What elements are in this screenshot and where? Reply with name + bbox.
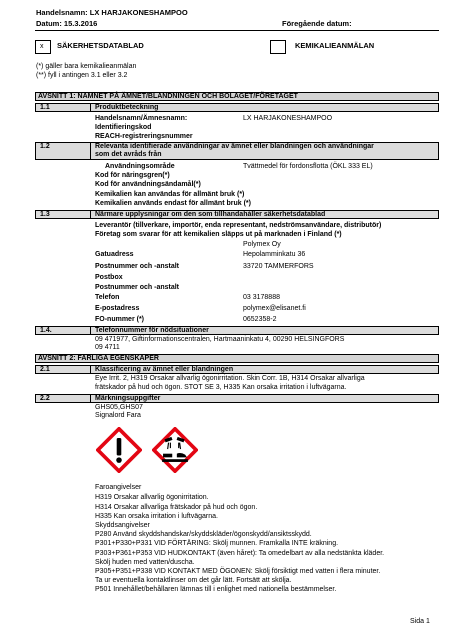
precautionary-statements-heading: Skyddsangivelser bbox=[95, 522, 150, 529]
document-date: Datum: 15.3.2016 bbox=[36, 19, 98, 28]
note-line-2: (**) fyll i antingen 3.1 eller 3.2 bbox=[36, 72, 128, 79]
section-2-title: AVSNITT 2: FARLIGA EGENSKAPER bbox=[38, 355, 159, 362]
subsection-1-4-number: 1.4. bbox=[40, 327, 52, 334]
subsection-divider bbox=[90, 326, 91, 335]
subsection-1-2-title-line-2: som det avråds från bbox=[95, 151, 162, 158]
emergency-phone-line-1: 09 471977, Giftinformationscentralen, Hartmaaninkatu 4, 00290 HELSINGFORS bbox=[95, 336, 345, 343]
subsection-2-2-number: 2.2 bbox=[40, 395, 50, 402]
business-id-value: 0652358-2 bbox=[243, 316, 277, 323]
section-1-title: AVSNITT 1: NAMNET PÅ ÄMNET/BLANDNINGEN OCH BOLAGET/FÖRETAGET bbox=[38, 93, 298, 100]
previous-date-label: Föregående datum: bbox=[282, 19, 352, 28]
email-value: polymex@elisanet.fi bbox=[243, 305, 306, 312]
postal-code-label: Postnummer och -anstalt bbox=[95, 263, 180, 270]
subsection-divider bbox=[90, 394, 91, 403]
industry-code-label: Kod för näringsgren(*) bbox=[95, 172, 170, 179]
identification-code-label: Identifieringskod bbox=[95, 124, 152, 131]
pictogram-codes: GHS05,GHS07 bbox=[95, 404, 143, 411]
subsection-2-1-number: 2.1 bbox=[40, 366, 50, 373]
classification-line-2: frätskador på hud och ögon. STOT SE 3, H335 Kan orsaka irritation i luftvägarna. bbox=[95, 384, 347, 391]
subsection-divider bbox=[90, 365, 91, 374]
reach-number-label: REACH-registreringsnummer bbox=[95, 133, 193, 140]
sds-label: SÄKERHETSDATABLAD bbox=[57, 41, 144, 50]
subsection-1-1-title: Produktbeteckning bbox=[95, 104, 159, 111]
signal-word: Signalord Fara bbox=[95, 412, 141, 419]
precaution-p280: P280 Använd skyddshandskar/skyddskläder/ögonskydd/ansiktsskydd. bbox=[95, 531, 312, 538]
precaution-p305-line-2: Ta ur eventuella kontaktlinser om det går lätt. Fortsätt att skölja. bbox=[95, 577, 292, 584]
trade-name-header: Handelsnamn: LX HARJAKONESHAMPOO bbox=[36, 8, 188, 17]
trade-name-label: Handelsnamn/Ämnesnamn: bbox=[95, 115, 188, 122]
email-label: E-postadress bbox=[95, 305, 140, 312]
precaution-p501: P501 Innehållet/behållaren lämnas till i enlighet med nationella bestämmelser. bbox=[95, 586, 337, 593]
usage-area-value: Tvättmedel för fordonsflotta (ÖKL 333 EL) bbox=[243, 163, 373, 170]
precaution-p303-line-1: P303+P361+P353 VID HUDKONTAKT (även håret): Ta omedelbart av alla nedstänkta kläder. bbox=[95, 550, 385, 557]
phone-label: Telefon bbox=[95, 294, 120, 301]
postbox-label: Postbox bbox=[95, 274, 123, 281]
usage-area-label: Användningsområde bbox=[105, 163, 175, 170]
exclamation-mark-pictogram-icon bbox=[96, 427, 142, 473]
emergency-phone-line-2: 09 4711 bbox=[95, 344, 120, 351]
subsection-1-1-number: 1.1 bbox=[40, 104, 50, 111]
subsection-1-4-title: Telefonnummer för nödsituationer bbox=[95, 327, 209, 334]
precaution-p303-line-2: Skölj huden med vatten/duscha. bbox=[95, 559, 195, 566]
subsection-2-1-title: Klassificering av ämnet eller blandningen bbox=[95, 366, 234, 373]
corrosion-pictogram-icon bbox=[152, 427, 198, 473]
trade-name-value: LX HARJAKONESHAMPOO bbox=[243, 115, 333, 122]
chemical-notification-checkbox[interactable] bbox=[270, 40, 286, 54]
general-use-only-label: Kemikalien används endast för allmänt bruk (*) bbox=[95, 200, 251, 207]
street-address-value: Hepolamminkatu 36 bbox=[243, 251, 306, 258]
company-name: Polymex Oy bbox=[243, 241, 281, 248]
street-address-label: Gatuadress bbox=[95, 251, 134, 258]
hazard-h319: H319 Orsakar allvarlig ögonirritation. bbox=[95, 494, 209, 501]
postal-code-value: 33720 TAMMERFORS bbox=[243, 263, 314, 270]
subsection-1-2-number: 1.2 bbox=[40, 143, 50, 150]
page-number: Sida 1 bbox=[410, 618, 430, 625]
postal-code-2-label: Postnummer och -anstalt bbox=[95, 284, 180, 291]
subsection-1-3-number: 1.3 bbox=[40, 211, 50, 218]
subsection-divider bbox=[90, 103, 91, 112]
subsection-divider bbox=[90, 142, 91, 160]
hazard-h314: H314 Orsakar allvarliga frätskador på hud och ögon. bbox=[95, 504, 258, 511]
precaution-p305-line-1: P305+P351+P338 VID KONTAKT MED ÖGONEN: Skölj försiktigt med vatten i flera minuter. bbox=[95, 568, 381, 575]
general-use-allowed-label: Kemikalien kan användas för allmänt bruk (*) bbox=[95, 191, 245, 198]
subsection-2-2-title: Märkningsuppgifter bbox=[95, 395, 161, 402]
sds-checkbox[interactable] bbox=[35, 40, 51, 54]
supplier-label: Leverantör (tillverkare, importör, enda representant, nedströmsanvändare, distributör) bbox=[95, 222, 382, 229]
subsection-divider bbox=[90, 210, 91, 219]
chemical-notification-label: KEMIKALIEANMÄLAN bbox=[295, 41, 375, 50]
business-id-label: FO-nummer (*) bbox=[95, 316, 144, 323]
market-responsible-label: Företag som svarar för att kemikalien släpps ut på marknaden i Finland (*) bbox=[95, 231, 342, 238]
classification-line-1: Eye Irrit. 2, H319 Orsakar allvarlig ögonirritation. Skin Corr. 1B, H314 Orsakar allvarliga bbox=[95, 375, 365, 382]
precaution-p301: P301+P330+P331 VID FÖRTÄRING: Skölj munnen. Framkalla INTE kräkning. bbox=[95, 540, 339, 547]
hazard-statements-heading: Faroangivelser bbox=[95, 484, 142, 491]
subsection-1-3-title: Närmare upplysningar om den som tillhandahåller säkerhetsdatablad bbox=[95, 211, 326, 218]
note-line-1: (*) gäller bara kemikalieanmälan bbox=[36, 63, 137, 70]
header-rule bbox=[35, 30, 439, 31]
usage-purpose-code-label: Kod för användningsändamål(*) bbox=[95, 181, 201, 188]
subsection-1-2-title-line-1: Relevanta identifierade användningar av ämnet eller blandningen och användningar bbox=[95, 143, 374, 150]
hazard-h335: H335 Kan orsaka irritation i luftvägarna. bbox=[95, 513, 218, 520]
phone-value: 03 3178888 bbox=[243, 294, 280, 301]
sds-checkbox-mark: x bbox=[40, 43, 44, 50]
